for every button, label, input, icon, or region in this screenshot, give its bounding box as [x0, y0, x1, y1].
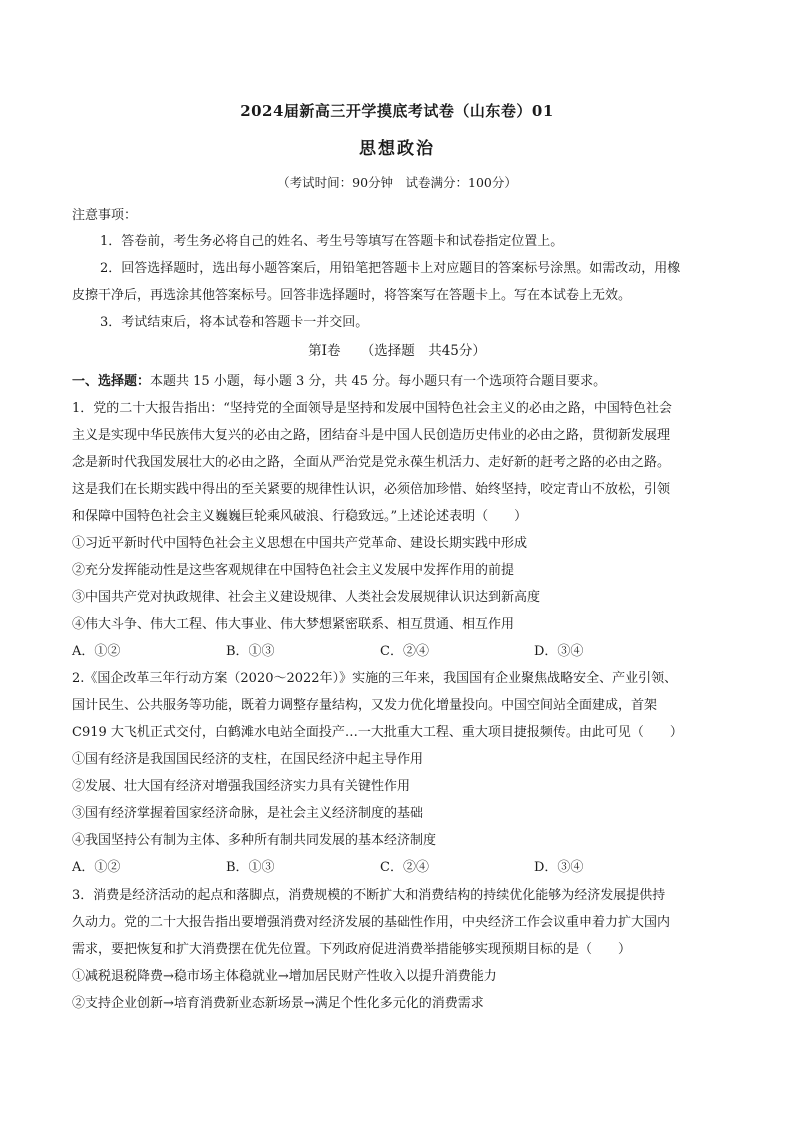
q1-stem-line: 和保障中国特色社会主义巍巍巨轮乘风破浪、行稳致远。”上述论述表明（ ） [72, 509, 528, 524]
q2-stem-line: 国计民生、公共服务等功能，既着力调整存量结构，又发力优化增量投向。中国空间站全面建成，首架 [72, 698, 658, 713]
q2-option-b[interactable]: B．①③ [226, 860, 275, 875]
q1-stem-line: 1．党的二十大报告指出：“坚持党的全面领导是坚持和发展中国特色社会主义的必由之路，中国特色社会 [72, 401, 672, 416]
q2-option-c[interactable]: C．②④ [380, 860, 429, 875]
q2-stem-line: 2.《国企改革三年行动方案（2020～2022年）》实施的三年来，我国国有企业聚焦战略安全、产业引领、 [72, 671, 678, 686]
q2-stem-line: C919 大飞机正式交付，白鹤滩水电站全面投产…一大批重大工程、重大项目捷报频传。由此可见（ ） [72, 725, 683, 740]
note-1: 1．答卷前，考生务必将自己的姓名、考生号等填写在答题卡和试卷指定位置上。 [100, 234, 564, 249]
q3-stem-line: 久动力。党的二十大报告指出要增强消费对经济发展的基础性作用，中央经济工作会议重申着力扩大国内 [72, 915, 671, 930]
q2-statement-1: ①国有经济是我国国民经济的支柱，在国民经济中起主导作用 [72, 752, 424, 767]
exam-meta: （考试时间：90分钟 试卷满分：100分） [277, 175, 517, 190]
q1-stem-line: 这是我们在长期实践中得出的至关紧要的规律性认识，必须倍加珍惜、始终坚持，咬定青山不放松，引领 [72, 482, 671, 497]
note-2-line-1: 2．回答选择题时，选出每小题答案后，用铅笔把答题卡上对应题目的答案标号涂黑。如需改动，用橡 [100, 261, 681, 276]
q3-statement-1: ①减税退税降费→稳市场主体稳就业→增加居民财产性收入以提升消费能力 [72, 969, 497, 984]
q1-stem-line: 念是新时代我国发展壮大的必由之路，全面从严治党是党永葆生机活力、走好新的赶考之路的必由之路。 [72, 455, 671, 470]
q3-stem-line: 需求，要把恢复和扩大消费摆在优先位置。下列政府促进消费举措能够实现预期目标的是（ ） [72, 942, 632, 957]
instruction-heading: 一、选择题： [72, 374, 151, 389]
q1-statement-2: ②充分发挥能动性是这些客观规律在中国特色社会主义发展中发挥作用的前提 [72, 563, 515, 578]
q2-options [72, 856, 732, 876]
q1-options [72, 640, 732, 660]
note-3: 3．考试结束后，将本试卷和答题卡一并交回。 [100, 315, 369, 330]
q1-statement-1: ①习近平新时代中国特色社会主义思想在中国共产党革命、建设长期实践中形成 [72, 536, 528, 551]
q1-statement-3: ③中国共产党对执政规律、社会主义建设规律、人类社会发展规律认识达到新高度 [72, 590, 541, 605]
q2-statement-2: ②发展、壮大国有经济对增强我国经济实力具有关键性作用 [72, 779, 411, 794]
q1-stem-line: 主义是实现中华民族伟大复兴的必由之路，团结奋斗是中国人民创造历史伟业的必由之路，贯彻新发展理 [72, 428, 671, 443]
q3-stem-line: 3．消费是经济活动的起点和落脚点，消费规模的不断扩大和消费结构的持续优化能够为经济发展提供持 [72, 888, 666, 903]
exam-title: 2024届新高三开学摸底考试卷（山东卷）01 [240, 102, 554, 120]
subject-title: 思想政治 [359, 139, 435, 159]
q2-option-d[interactable]: D．③④ [534, 860, 584, 875]
q2-statement-3: ③国有经济掌握着国家经济命脉，是社会主义经济制度的基础 [72, 806, 424, 821]
q1-option-b[interactable]: B．①③ [226, 644, 275, 659]
instruction-text: 本题共 15 小题，每小题 3 分，共 45 分。每小题只有一个选项符合题目要求。 [150, 374, 607, 389]
note-2-line-2: 皮擦干净后，再选涂其他答案标号。回答非选择题时，将答案写在答题卡上。写在本试卷上无效。 [72, 288, 632, 303]
q2-option-a[interactable]: A．①② [72, 860, 121, 875]
q1-option-a[interactable]: A．①② [72, 644, 121, 659]
q1-statement-4: ④伟大斗争、伟大工程、伟大事业、伟大梦想紧密联系、相互贯通、相互作用 [72, 617, 515, 632]
q1-option-c[interactable]: C．②④ [380, 644, 429, 659]
section-title: 第Ⅰ卷 （选择题 共45分） [308, 343, 486, 359]
q3-statement-2: ②支持企业创新→培育消费新业态新场景→满足个性化多元化的消费需求 [72, 996, 484, 1011]
notes-label: 注意事项： [72, 208, 138, 223]
q1-option-d[interactable]: D．③④ [534, 644, 584, 659]
q2-statement-4: ④我国坚持公有制为主体、多种所有制共同发展的基本经济制度 [72, 833, 437, 848]
section-instruction [72, 370, 732, 389]
